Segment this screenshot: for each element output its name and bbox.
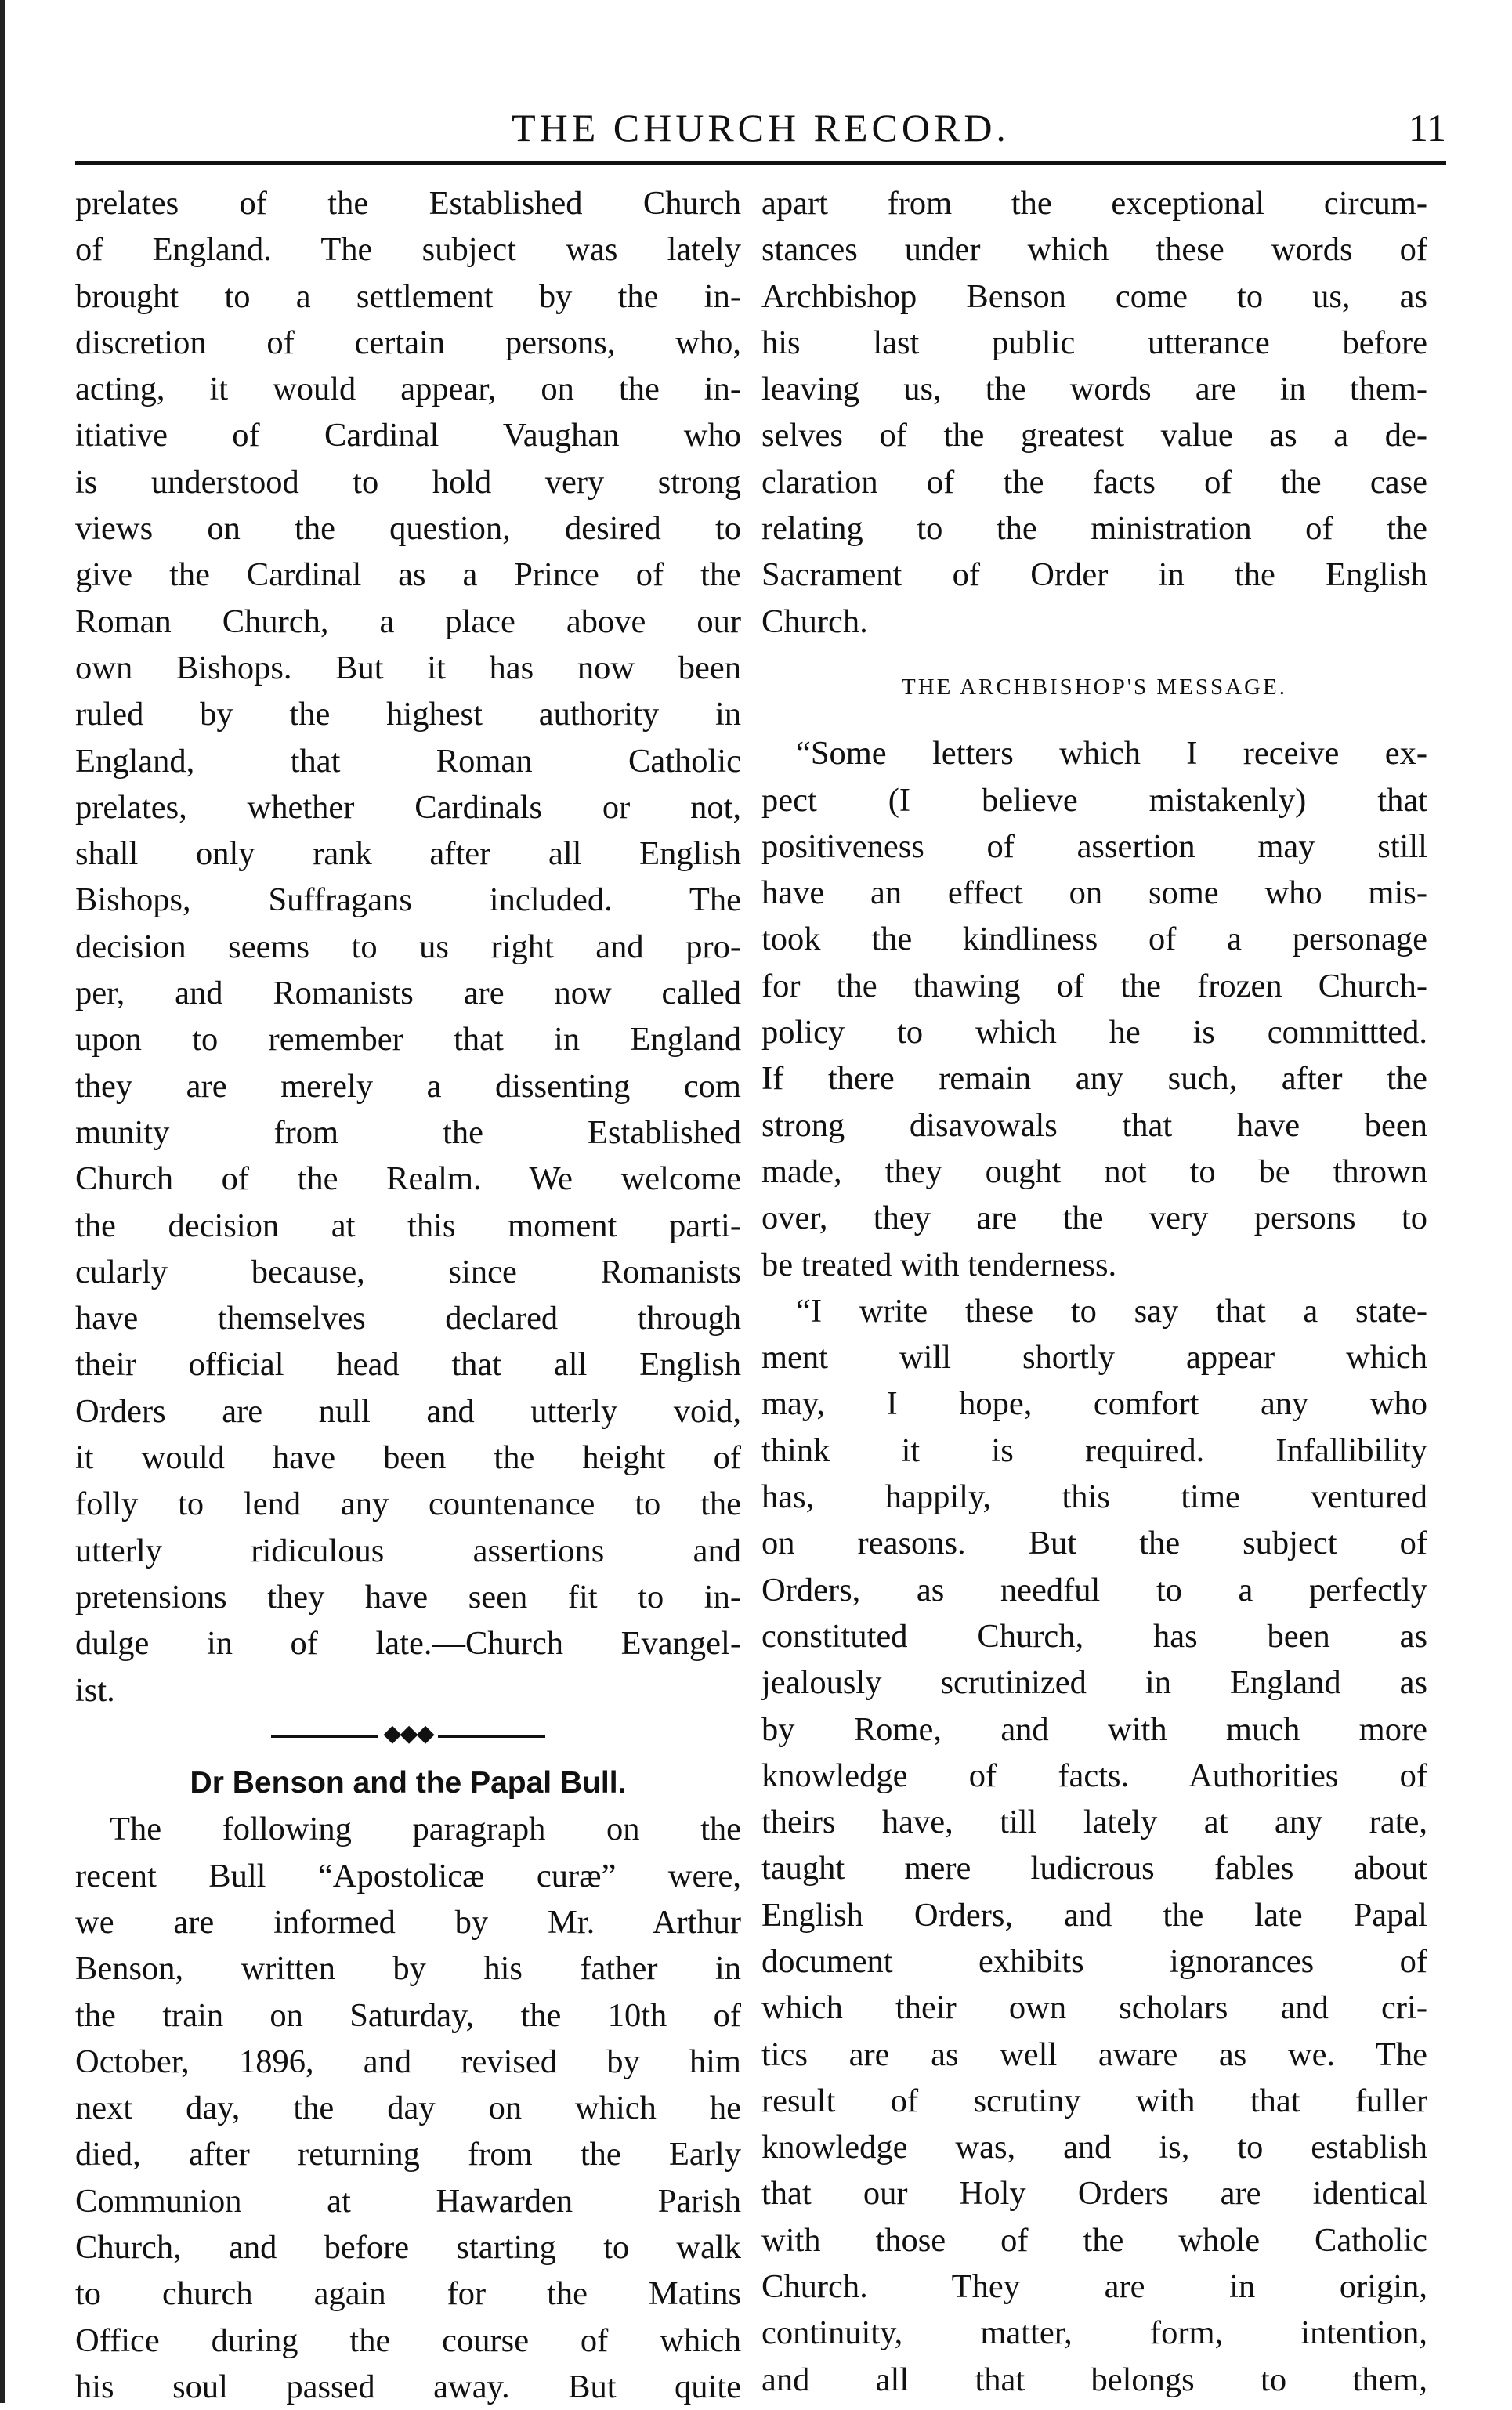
text-line: The following paragraph on the xyxy=(110,1811,741,1848)
text-line: that our Holy Orders are identical xyxy=(761,2175,1427,2213)
text-line: utterly ridiculous assertions and xyxy=(75,1532,741,1569)
text-line: munity from the Established xyxy=(75,1113,741,1151)
text-line: folly to lend any countenance to the xyxy=(75,1485,741,1523)
paragraph-circumstances xyxy=(761,180,1427,645)
text-line: to church again for the Matins xyxy=(75,2275,741,2313)
text-line: continuity, matter, form, intention, xyxy=(761,2314,1427,2352)
text-line: died, after returning from the Early xyxy=(75,2136,741,2173)
text-line: have an effect on some who mis- xyxy=(761,874,1427,912)
text-line: Archbishop Benson come to us, as xyxy=(761,277,1427,315)
paragraph-letters xyxy=(761,730,1427,1288)
text-line: ist. xyxy=(75,1671,115,1709)
text-line: own Bishops. But it has now been xyxy=(75,649,741,686)
text-line: cularly because, since Romanists xyxy=(75,1253,741,1290)
text-line: dulge in of late.—Church Evangel- xyxy=(75,1625,741,1663)
text-line: prelates, whether Cardinals or not, xyxy=(75,788,741,826)
text-line: has, happily, this time ventured xyxy=(761,1478,1427,1516)
right-column xyxy=(761,180,1427,2403)
text-line: we are informed by Mr. Arthur xyxy=(75,1903,741,1941)
text-line: document exhibits ignorances of xyxy=(761,1942,1427,1980)
text-line: acting, it would appear, on the in- xyxy=(75,371,741,408)
text-line: it would have been the height of xyxy=(75,1439,741,1477)
text-line: Bishops, Suffragans included. The xyxy=(75,881,741,919)
section-separator xyxy=(75,1713,741,1760)
text-line: relating to the ministration of the xyxy=(761,510,1427,548)
text-line: ment will shortly appear which xyxy=(761,1339,1427,1377)
text-line: knowledge of facts. Authorities of xyxy=(761,1757,1427,1794)
text-line: knowledge was, and is, to establish xyxy=(761,2129,1427,2166)
text-line: Office during the course of which xyxy=(75,2321,741,2359)
text-line: brought to a settlement by the in- xyxy=(75,277,741,315)
text-line: jealously scrutinized in England as xyxy=(761,1664,1427,1702)
paragraph-papal-bull xyxy=(75,1806,741,2410)
text-line: “I write these to say that a state- xyxy=(796,1292,1427,1330)
text-line: on reasons. But the subject of xyxy=(761,1525,1427,1562)
text-line: his last public utterance before xyxy=(761,324,1427,361)
text-line: the decision at this moment parti- xyxy=(75,1207,741,1244)
text-line: theirs have, till lately at any rate, xyxy=(761,1804,1427,1841)
text-line: result of scrutiny with that fuller xyxy=(761,2082,1427,2119)
text-line: taught mere ludicrous fables about xyxy=(761,1850,1427,1887)
text-line: prelates of the Established Church xyxy=(75,185,741,222)
text-line: recent Bull “Apostolicæ curæ” were, xyxy=(75,1857,741,1894)
text-line: constituted Church, has been as xyxy=(761,1617,1427,1655)
text-line: which their own scholars and cri- xyxy=(761,1989,1427,2027)
article-heading: Dr Benson and the Papal Bull. xyxy=(190,1766,627,1800)
text-line: apart from the exceptional circum- xyxy=(761,185,1427,222)
publication-title: THE CHURCH RECORD. xyxy=(512,106,1010,150)
text-line: Benson, written by his father in xyxy=(75,1950,741,1988)
text-line: and all that belongs to them, xyxy=(761,2361,1427,2398)
text-line: took the kindliness of a personage xyxy=(761,921,1427,958)
text-line: his soul passed away. But quite xyxy=(75,2368,741,2405)
text-line: is understood to hold very strong xyxy=(75,463,741,501)
text-line: per, and Romanists are now called xyxy=(75,975,741,1012)
text-line: the train on Saturday, the 10th of xyxy=(75,1996,741,2034)
text-line: be treated with tenderness. xyxy=(761,1246,1117,1283)
paragraph-statement xyxy=(761,1288,1427,2403)
text-line: October, 1896, and revised by him xyxy=(75,2043,741,2080)
text-line: strong disavowals that have been xyxy=(761,1106,1427,1144)
text-line: Church of the Realm. We welcome xyxy=(75,1160,741,1198)
text-line: decision seems to us right and pro- xyxy=(75,928,741,965)
text-line: pect (I believe mistakenly) that xyxy=(761,781,1427,819)
text-line: ruled by the highest authority in xyxy=(75,696,741,733)
text-line: for the thawing of the frozen Church- xyxy=(761,967,1427,1004)
text-line: they are merely a dissenting com xyxy=(75,1067,741,1105)
text-line: views on the question, desired to xyxy=(75,510,741,548)
text-line: tics are as well aware as we. The xyxy=(761,2035,1427,2073)
text-line: Orders, as needful to a perfectly xyxy=(761,1571,1427,1608)
text-line: Orders are null and utterly void, xyxy=(75,1392,741,1430)
text-line: claration of the facts of the case xyxy=(761,463,1427,501)
text-line: policy to which he is committted. xyxy=(761,1014,1427,1051)
text-line: their official head that all English xyxy=(75,1346,741,1384)
text-line: positiveness of assertion may still xyxy=(761,827,1427,865)
text-line: with those of the whole Catholic xyxy=(761,2221,1427,2259)
text-line: “Some letters which I receive ex- xyxy=(796,735,1427,773)
text-line: made, they ought not to be thrown xyxy=(761,1153,1427,1190)
text-line: have themselves declared through xyxy=(75,1300,741,1337)
text-line: Church, and before starting to walk xyxy=(75,2229,741,2267)
message-subheading: THE ARCHBISHOP'S MESSAGE. xyxy=(902,674,1287,700)
text-line: next day, the day on which he xyxy=(75,2090,741,2127)
text-line: Sacrament of Order in the English xyxy=(761,556,1427,594)
text-line: Church. They are in origin, xyxy=(761,2268,1427,2306)
text-line: selves of the greatest value as a de- xyxy=(761,417,1427,454)
text-line: itiative of Cardinal Vaughan who xyxy=(75,417,741,454)
page-number: 11 xyxy=(1408,106,1446,150)
text-line: English Orders, and the late Papal xyxy=(761,1896,1427,1934)
text-line: shall only rank after all English xyxy=(75,835,741,873)
text-line: England, that Roman Catholic xyxy=(75,742,741,780)
text-line: pretensions they have seen fit to in- xyxy=(75,1578,741,1616)
text-line: over, they are the very persons to xyxy=(761,1200,1427,1237)
paragraph-established-church xyxy=(75,180,741,1713)
separator-ornament: ◆◆◆ xyxy=(378,1721,437,1746)
text-line: Communion at Hawarden Parish xyxy=(75,2182,741,2220)
text-line: upon to remember that in England xyxy=(75,1021,741,1058)
text-line: leaving us, the words are in them- xyxy=(761,371,1427,408)
scan-edge xyxy=(0,0,5,2403)
text-line: Roman Church, a place above our xyxy=(75,602,741,640)
text-line: give the Cardinal as a Prince of the xyxy=(75,556,741,594)
left-column xyxy=(75,180,741,2410)
text-line: think it is required. Infallibility xyxy=(761,1431,1427,1469)
text-line: Church. xyxy=(761,602,868,640)
text-line: by Rome, and with much more xyxy=(761,1710,1427,1748)
text-line: may, I hope, comfort any who xyxy=(761,1385,1427,1423)
text-line: discretion of certain persons, who, xyxy=(75,324,741,361)
header-rule xyxy=(75,161,1446,165)
page-header xyxy=(75,100,1446,155)
text-line: stances under which these words of xyxy=(761,231,1427,269)
text-line: If there remain any such, after the xyxy=(761,1060,1427,1098)
text-line: of England. The subject was lately xyxy=(75,231,741,269)
